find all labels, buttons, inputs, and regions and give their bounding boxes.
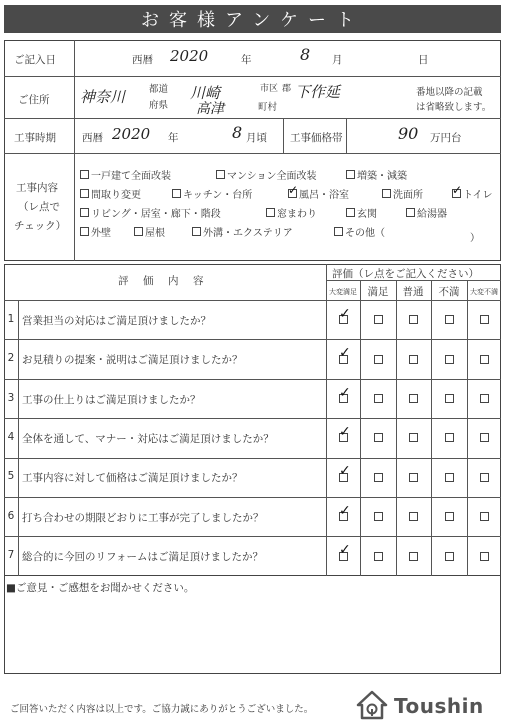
question-number: 1 [7, 312, 15, 325]
check-mark-icon: ✓ [452, 183, 463, 197]
check-mark-icon: ✓ [339, 502, 351, 519]
work-option[interactable] [216, 167, 317, 182]
work-option[interactable] [382, 186, 423, 201]
check-mark-icon: ✓ [339, 423, 351, 440]
work-label-line1: 工事内容 [16, 182, 58, 194]
header-bottom-line [4, 300, 501, 301]
work-option[interactable] [346, 205, 377, 220]
rating-checkbox[interactable] [374, 433, 383, 442]
rating-checkbox[interactable] [374, 473, 383, 482]
check-mark-icon: ✓ [339, 384, 351, 401]
work-option[interactable] [80, 167, 171, 182]
work-option-checkbox[interactable] [134, 227, 143, 236]
row-divider [4, 153, 501, 154]
rating-checkbox[interactable] [409, 355, 418, 364]
date-year-unit: 年 [241, 54, 252, 66]
ward-value[interactable]: 高津 [196, 101, 224, 117]
work-option[interactable] [266, 205, 317, 220]
question-row-divider [4, 418, 501, 419]
question-number: 4 [7, 430, 15, 443]
question-text: 工事の仕上りはご満足頂けましたか？ [22, 393, 201, 406]
period-label: 工事時期 [14, 132, 56, 144]
rating-checkbox[interactable] [480, 552, 489, 561]
prefecture-unit-top: 都道 [149, 84, 169, 95]
footer-thanks: ご回答いただく内容は以上です。ご協力誠にありがとうございました。 [10, 704, 314, 715]
work-option-label: キッチン・台所 [183, 190, 253, 201]
evaluation-header-left: 評 価 内 容 [118, 275, 206, 287]
work-option-checkbox[interactable] [288, 183, 299, 198]
rating-checkbox[interactable] [374, 355, 383, 364]
row-divider [4, 118, 501, 119]
question-number: 2 [7, 352, 15, 365]
rating-checkbox[interactable] [445, 315, 454, 324]
city-value[interactable]: 川崎 [190, 84, 221, 102]
rating-checkbox[interactable] [374, 394, 383, 403]
date-year-value[interactable]: 2020 [170, 47, 209, 65]
price-unit: 万円台 [430, 132, 462, 144]
date-day-unit: 日 [418, 54, 429, 66]
question-row-divider [4, 536, 501, 537]
period-month-value[interactable]: 8 [232, 123, 243, 142]
work-option-checkbox[interactable] [172, 189, 181, 198]
work-option[interactable] [80, 186, 141, 201]
work-option-label: 給湯器 [417, 209, 447, 220]
work-option[interactable] [346, 167, 407, 182]
question-row-divider [4, 497, 501, 498]
question-text: 総合的に今回のリフォームはご満足頂けましたか？ [22, 551, 263, 564]
company-logo-text: Toushin [394, 694, 484, 718]
work-option[interactable] [288, 183, 349, 201]
work-label-line2: （レ点で [18, 201, 60, 213]
rating-checkbox[interactable] [480, 473, 489, 482]
label-column-divider [74, 40, 75, 261]
work-option-label: 外溝・エクステリア [203, 228, 293, 239]
rating-checkbox[interactable] [445, 512, 454, 521]
work-option[interactable] [134, 224, 165, 239]
number-column-divider [18, 300, 19, 576]
period-era: 西暦 [82, 132, 103, 144]
work-option-checkbox[interactable] [346, 208, 355, 217]
rating-checkbox[interactable] [445, 433, 454, 442]
date-month-value[interactable]: 8 [300, 45, 311, 64]
survey-title: お客様アンケート [4, 5, 501, 33]
question-number: 7 [7, 549, 15, 562]
address-note-line1: 番地以降の記載 [416, 87, 483, 98]
work-option[interactable] [452, 183, 493, 201]
rating-checkbox[interactable] [409, 552, 418, 561]
price-label: 工事価格帯 [290, 132, 343, 144]
rating-checkbox[interactable] [374, 315, 383, 324]
work-option[interactable] [80, 205, 221, 220]
question-row-divider [4, 339, 501, 340]
work-option[interactable] [334, 224, 385, 239]
work-option-checkbox[interactable] [80, 208, 89, 217]
work-option-label: 風呂・浴室 [299, 190, 349, 201]
work-option-label: トイレ [463, 190, 493, 201]
rating-checkbox[interactable] [374, 552, 383, 561]
question-text: 工事内容に対して価格はご満足頂けましたか？ [22, 472, 243, 485]
house-logo-icon [356, 690, 388, 720]
header-divider [326, 280, 501, 281]
work-option-label: 屋根 [145, 228, 165, 239]
check-mark-icon: ✓ [339, 345, 351, 362]
rating-checkbox[interactable] [445, 473, 454, 482]
work-option-checkbox[interactable] [452, 183, 463, 198]
work-option-checkbox[interactable] [192, 227, 201, 236]
work-option-label: 窓まわり [277, 209, 317, 220]
work-option-label: 外壁 [91, 228, 111, 239]
work-option-checkbox[interactable] [80, 227, 89, 236]
period-year-unit: 年 [168, 132, 179, 144]
question-text: お見積りの提案・説明はご満足頂けましたか？ [22, 354, 243, 367]
city-unit-left: 市区 [260, 84, 279, 94]
address-note-line2: は省略致します。 [416, 102, 492, 113]
work-option[interactable] [406, 205, 447, 220]
rating-checkbox[interactable] [480, 355, 489, 364]
work-option[interactable] [80, 224, 111, 239]
rating-checkbox[interactable] [409, 315, 418, 324]
work-option-checkbox[interactable] [346, 170, 355, 179]
question-row-divider [4, 458, 501, 459]
other-close-paren: ） [470, 233, 480, 244]
work-option-label: 洗面所 [393, 190, 423, 201]
question-number: 5 [7, 470, 15, 483]
work-option-label: マンション全面改装 [227, 171, 317, 182]
rating-column-header: 大変不満 [470, 288, 498, 296]
check-mark-icon: ✓ [339, 542, 351, 559]
check-mark-icon: ✓ [339, 305, 351, 322]
evaluation-table [4, 264, 501, 576]
rating-checkbox[interactable] [409, 433, 418, 442]
price-divider [283, 118, 284, 153]
question-text: 打ち合わせの期限どおりに工事が完了しましたか？ [22, 511, 264, 524]
period-year-value[interactable]: 2020 [112, 125, 151, 143]
date-month-unit: 月 [332, 54, 343, 66]
work-option-label: 増築・減築 [357, 171, 407, 182]
rating-checkbox[interactable] [445, 355, 454, 364]
period-month-unit: 月頃 [246, 132, 267, 144]
address-label: ご住所 [18, 94, 50, 106]
question-text: 全体を通して、マナー・対応はご満足頂けましたか？ [22, 432, 274, 445]
check-mark-icon: ✓ [288, 183, 299, 197]
date-label: ご記入日 [14, 54, 56, 66]
rating-column-divider [360, 280, 361, 576]
question-row-divider [4, 379, 501, 380]
work-option-checkbox[interactable] [80, 170, 89, 179]
rating-checkbox[interactable] [480, 315, 489, 324]
rating-checkbox[interactable] [480, 394, 489, 403]
rating-column-header: 普通 [402, 286, 424, 298]
rating-column-divider [467, 280, 468, 576]
question-number: 6 [7, 509, 15, 522]
rating-column-divider [396, 280, 397, 576]
rating-column-header: 大変満足 [329, 288, 357, 296]
evaluation-header-right: 評価（レ点をご記入ください） [332, 268, 479, 280]
work-option-checkbox[interactable] [406, 208, 415, 217]
rating-checkbox[interactable] [409, 512, 418, 521]
rating-column-header: 満足 [367, 286, 389, 298]
prefecture-unit-bottom: 府県 [149, 100, 169, 111]
work-option-checkbox[interactable] [266, 208, 275, 217]
work-option-checkbox[interactable] [216, 170, 225, 179]
rating-column-divider [431, 280, 432, 576]
work-option-label: 間取り変更 [91, 190, 141, 201]
date-era: 西暦 [132, 54, 153, 66]
rating-checkbox[interactable] [409, 394, 418, 403]
question-number: 3 [7, 391, 15, 404]
rating-checkbox[interactable] [445, 394, 454, 403]
work-label-line3: チェック） [14, 220, 67, 232]
rating-checkbox[interactable] [480, 512, 489, 521]
row-divider [4, 76, 501, 77]
price-divider [346, 118, 347, 153]
price-value[interactable]: 90 [398, 124, 419, 143]
rating-column-header: 不満 [438, 286, 460, 298]
city-unit-right: 郡 [282, 84, 292, 94]
rating-checkbox[interactable] [445, 552, 454, 561]
work-option-label: 一戸建て全面改装 [91, 171, 171, 182]
answer-column-divider [326, 264, 327, 576]
question-text: 営業担当の対応はご満足頂けましたか？ [22, 314, 211, 327]
work-option-checkbox[interactable] [334, 227, 343, 236]
work-option-checkbox[interactable] [382, 189, 391, 198]
work-option-label: リビング・居室・廊下・階段 [91, 209, 221, 220]
work-option[interactable] [192, 224, 293, 239]
prefecture-value[interactable]: 神奈川 [80, 88, 126, 106]
town-unit: 町村 [258, 102, 278, 113]
work-option-label: その他（ [345, 228, 385, 239]
work-option[interactable] [172, 186, 252, 201]
rating-checkbox[interactable] [374, 512, 383, 521]
comments-label: ■ご意見・ご感想をお聞かせください。 [6, 582, 195, 594]
town-value[interactable]: 下作延 [295, 83, 341, 101]
rating-checkbox[interactable] [409, 473, 418, 482]
check-mark-icon: ✓ [339, 463, 351, 480]
work-option-label: 玄関 [357, 209, 377, 220]
rating-checkbox[interactable] [480, 433, 489, 442]
work-option-checkbox[interactable] [80, 189, 89, 198]
